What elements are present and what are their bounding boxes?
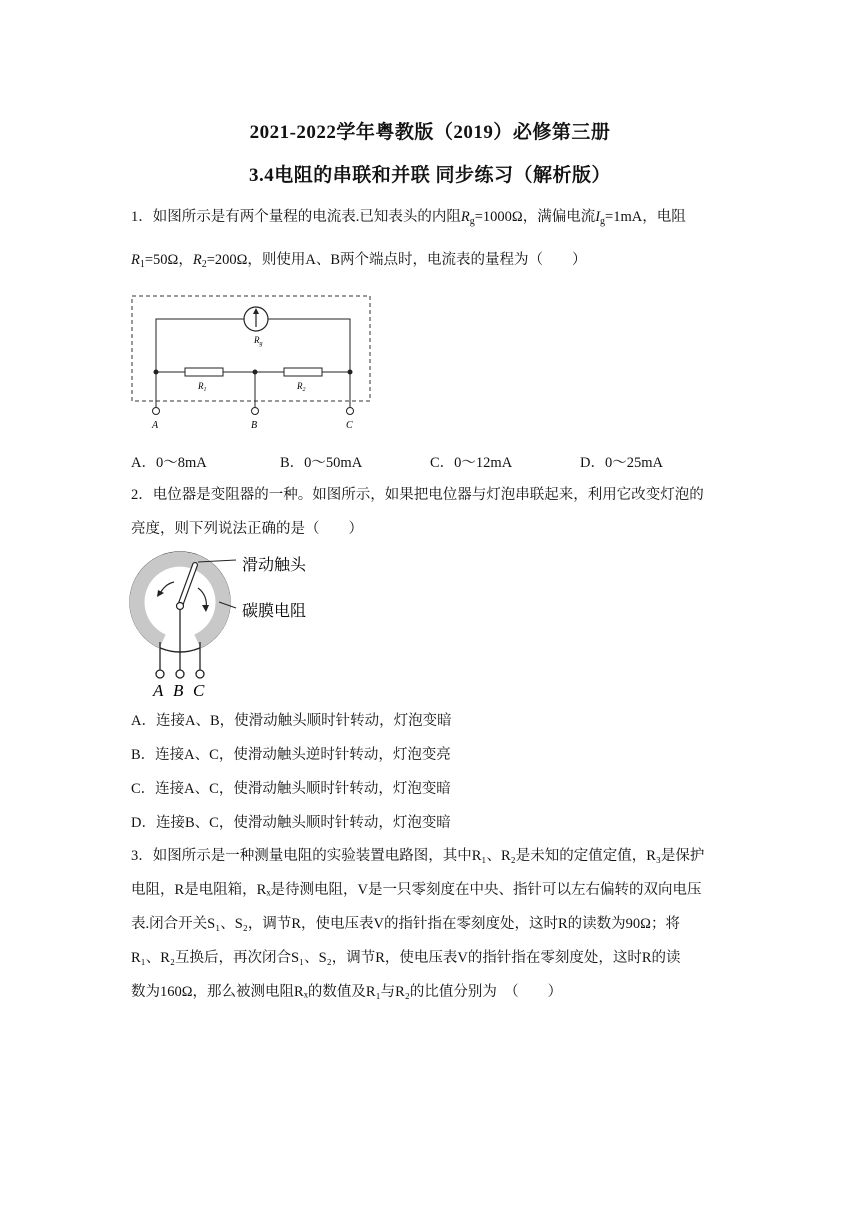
terminal-a [153,408,160,415]
rg-subscript: g [469,216,475,227]
terminal-a [156,670,164,678]
doc-title-line1: 2021-2022学年粤教版（2019）必修第三册 [249,122,611,143]
q2-line1: 2．电位器是变阻器的一种。如图所示，如果把电位器与灯泡串联起来，利用它改变灯泡的 [131,487,704,503]
r1-figure-label: $R_1$ [198,381,207,393]
terminal-b-label: B [173,681,184,700]
wire-right-top [268,319,350,372]
q2-option-a: A．连接A、B，使滑动触头顺时针转动，灯泡变暗 [131,713,452,729]
slider-pivot [177,603,184,610]
r1-subscript: 1 [139,259,145,270]
terminal-c-label: C [193,681,205,700]
rg-value: =1000Ω [474,209,523,225]
q1-line2 [131,250,587,275]
r2-value: =200Ω [206,252,248,268]
q2-option-b: B．连接A、C，使滑动触头逆时针转动，灯泡变亮 [131,747,451,763]
r2-figure-label: $R_2$ [297,381,306,393]
doc-title-line2: 3.4电阻的串联和并联 同步练习（解析版） [248,165,611,186]
label-carbon-film: 碳膜电阻 [242,603,307,620]
r2-symbol: R [192,252,202,268]
terminal-b [176,670,184,678]
q3-line4: R₁、R₂互换后，再次闭合S₁、S₂，调节R，使电压表V的指针指在零刻度处，这时R的读 [131,950,681,966]
q2-line2: 亮度，则下列说法正确的是（ ） [131,521,363,537]
q1-text-b: ，满偏电流 [522,209,596,225]
resistor-r1 [185,368,223,376]
q2-option-d: D．连接B、C，使滑动触头顺时针转动，灯泡变暗 [131,815,451,831]
label-slider: 滑动触头 [242,557,307,574]
ig-value: =1mA [605,209,643,225]
r1-value: =50Ω [144,252,179,268]
terminal-c [347,408,354,415]
meter-label: $R_g$ [254,335,263,347]
wire-left-top [156,319,244,372]
ig-symbol: I [595,209,601,225]
q1-text-tail: ，则使用A、B两个端点时，电流表的量程为（ ） [247,252,587,268]
q1-option-c: C．0～12mA [430,455,513,471]
q2-option-c: C．连接A、C，使滑动触头顺时针转动，灯泡变暗 [131,781,451,797]
q3-line3: 表.闭合开关S₁、S₂，调节R，使电压表V的指针指在零刻度处，这时R的读数为90Ω；将 [131,916,680,932]
q1-option-a: A．0～8mA [131,455,207,471]
q2-potentiometer-figure [126,548,326,700]
resistor-r2 [284,368,322,376]
q1-circuit-figure [128,293,374,433]
terminal-b-label: B [251,420,258,431]
q1-option-d: D．0～25mA [580,455,663,471]
q1-text-c: ，电阻 [642,209,686,225]
rg-symbol: R [460,209,470,225]
r1-symbol: R [131,252,140,268]
r2-subscript: 2 [201,259,207,270]
ig-subscript: g [600,216,606,227]
q1-text-a: 1．如图所示是有两个量程的电流表.已知表头的内阻 [131,209,461,225]
q1-line1 [131,207,686,232]
q3-line1: 3．如图所示是一种测量电阻的实验装置电路图，其中R₁、R₂是未知的定值定值，R₃是保护 [131,848,705,864]
q3-line2: 电阻，R是电阻箱，Rₓ是待测电阻，V是一只零刻度在中央、指针可以左右偏转的双向电压 [131,882,702,898]
terminal-c [196,670,204,678]
q1-option-b: B．0～50mA [280,455,363,471]
terminal-a-label: A [153,681,164,700]
terminal-b [252,408,259,415]
terminal-a-label: A [152,420,159,431]
q1-separator: ， [178,252,193,268]
terminal-c-label: C [346,420,353,431]
q3-line5: 数为160Ω，那么被测电阻Rₓ的数值及R₁与R₂的比值分别为 （ ） [131,984,563,1000]
